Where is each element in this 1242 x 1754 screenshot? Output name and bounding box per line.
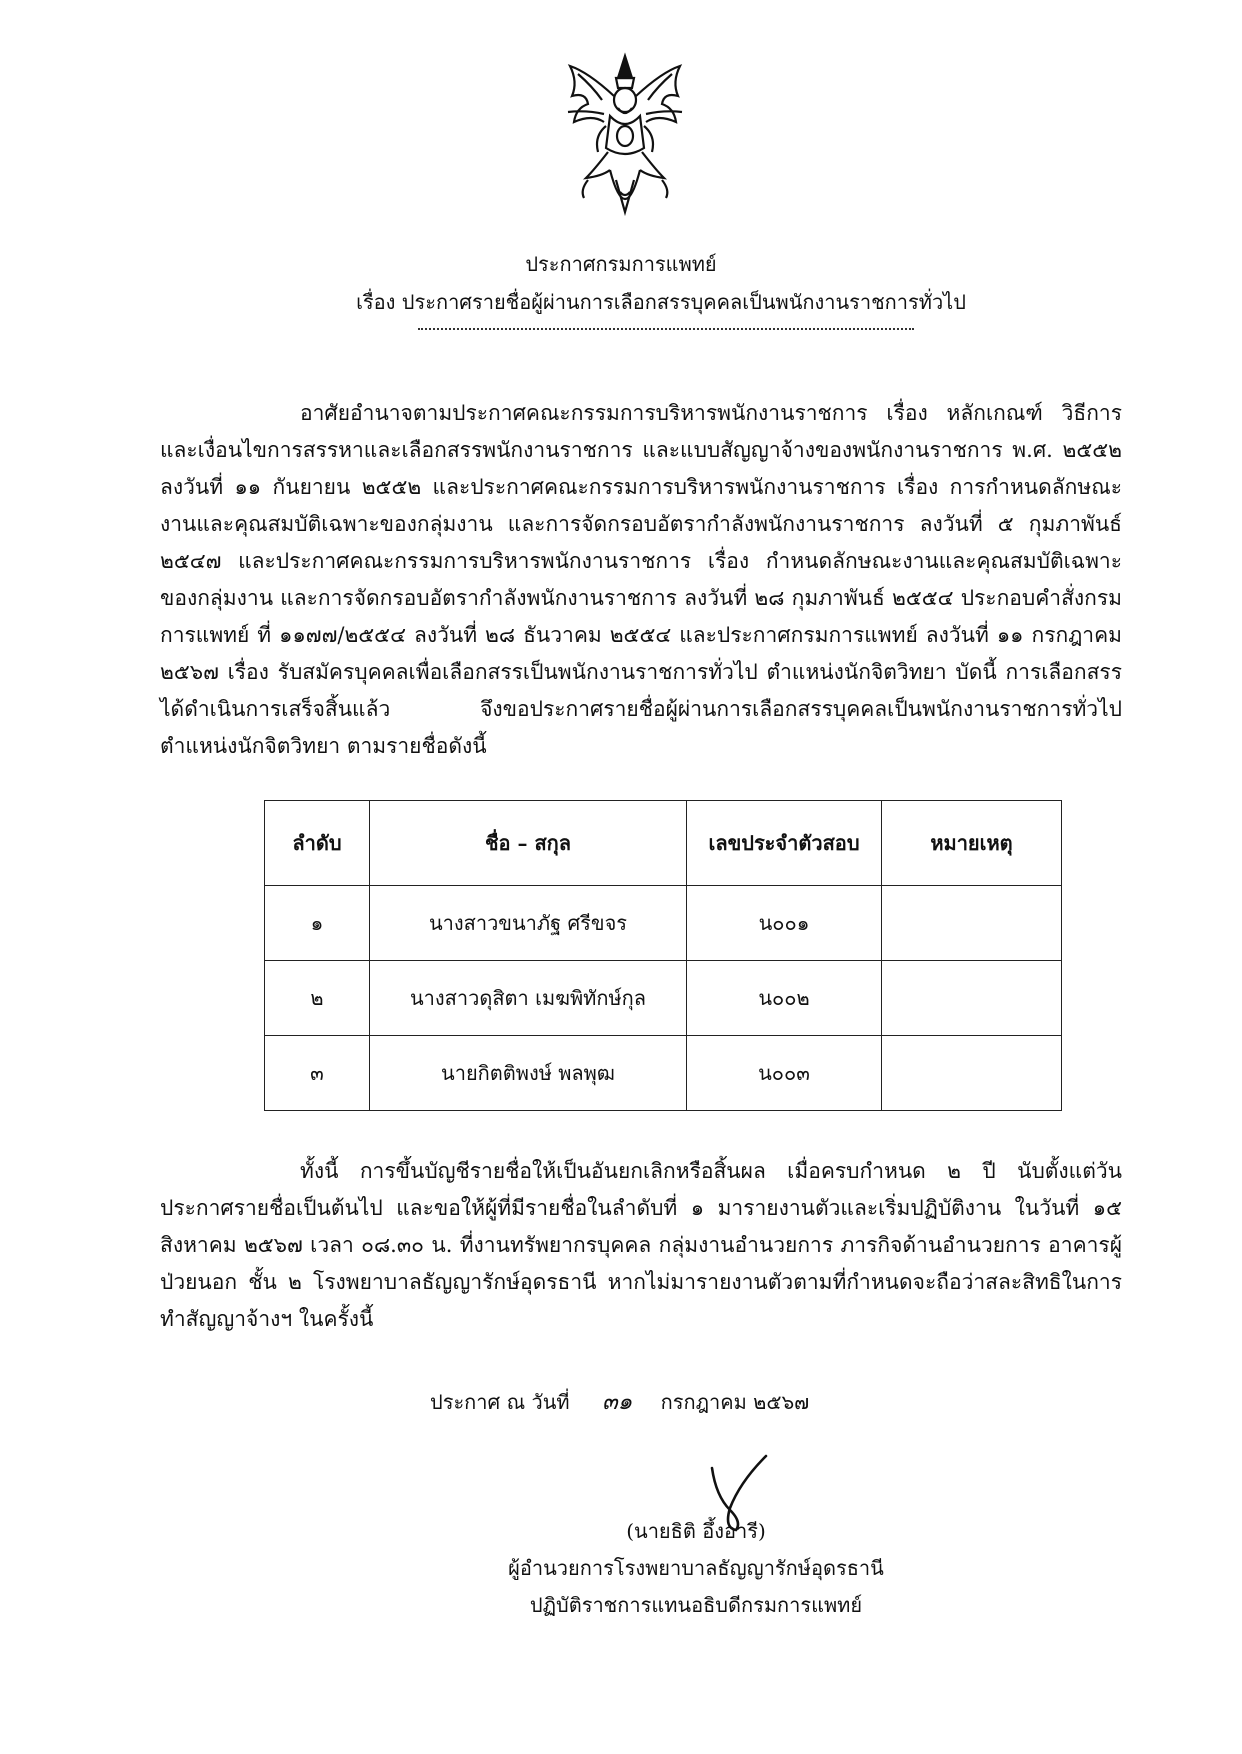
table-row <box>265 886 1062 961</box>
garuda-emblem <box>558 52 692 228</box>
announcement-date <box>430 1384 970 1420</box>
row-exam-id: น๐๐๑ <box>687 886 882 961</box>
row-exam-id: น๐๐๒ <box>687 961 882 1036</box>
signatory-name: (นายธิติ อึ้งอารี) <box>626 1519 766 1543</box>
signatory-position-1: ผู้อำนวยการโรงพยาบาลธัญญารักษ์อุดรธานี <box>508 1556 884 1580</box>
row-name: นางสาวขนาภัฐ ศรีขจร <box>370 886 687 961</box>
row-remark <box>882 886 1062 961</box>
row-order: ๑ <box>265 886 370 961</box>
signatory-position-2: ปฏิบัติราชการแทนอธิบดีกรมการแพทย์ <box>529 1593 863 1617</box>
row-order: ๓ <box>265 1036 370 1111</box>
col-header-exam-id: เลขประจำตัวสอบ <box>687 801 882 886</box>
row-name: นางสาวดุสิตา เมฆพิทักษ์กุล <box>370 961 687 1036</box>
table-header-row <box>265 801 1062 886</box>
row-exam-id: น๐๐๓ <box>687 1036 882 1111</box>
row-order: ๒ <box>265 961 370 1036</box>
document-title: ประกาศกรมการแพทย์ <box>525 252 717 276</box>
col-header-name: ชื่อ – สกุล <box>370 801 687 886</box>
row-remark <box>882 961 1062 1036</box>
col-header-remark: หมายเหตุ <box>882 801 1062 886</box>
row-remark <box>882 1036 1062 1111</box>
header-divider <box>418 328 914 330</box>
table-row <box>265 1036 1062 1111</box>
row-name: นายกิตติพงษ์ พลพุฒ <box>370 1036 687 1111</box>
table-row <box>265 961 1062 1036</box>
announcement-day: ๓๑ <box>601 1389 633 1415</box>
body-paragraph-1: อาศัยอำนาจตามประกาศคณะกรรมการบริหารพนักงานราชการ เรื่อง หลักเกณฑ์ วิธีการ และเงื่อนไขการสรรหาและเลือกสรรพนักงานราชการ และแบบสัญญาจ้างของพนักงานราชการ พ.ศ. ๒๕๕๒ ลงวันที่ ๑๑ กันยายน ๒๕๕๒ และประกาศคณะกรรมการบริหารพนักงานราชการ เรื่อง การกำหนดลักษณะงานและคุณสมบัติเฉพาะของกลุ่มงาน และการจัดกรอบอัตรากำลังพนักงานราชการ ลงวันที่ ๕ กุมภาพันธ์ ๒๕๔๗ และประกาศคณะกรรมการบริหารพนักงานราชการ เรื่อง กำหนดลักษณะงานและคุณสมบัติเฉพาะของกลุ่มงาน และการจัดกรอบอัตรากำลังพนักงานราชการ ลงวันที่ ๒๘ กุมภาพันธ์ ๒๕๕๔ ประกอบคำสั่งกรมการแพทย์ ที่ ๑๑๗๗/๒๕๕๔ ลงวันที่ ๒๘ ธันวาคม ๒๕๕๔ และประกาศกรมการแพทย์ ลงวันที่ ๑๑ กรกฎาคม ๒๕๖๗ เรื่อง รับสมัครบุคคลเพื่อเลือกสรรเป็นพนักงานราชการทั่วไป ตำแหน่งนักจิตวิทยา บัดนี้ การเลือกสรรได้ดำเนินการเสร็จสิ้นแล้ว จึงขอประกาศรายชื่อผู้ผ่านการเลือกสรรบุคคลเป็นพนักงานราชการทั่วไป ตำแหน่งนักจิตวิทยา ตามรายชื่อดังนี้ <box>160 401 1122 758</box>
candidate-table <box>264 800 1062 1111</box>
document-subject: เรื่อง ประกาศรายชื่อผู้ผ่านการเลือกสรรบุคคลเป็นพนักงานราชการทั่วไป <box>356 290 966 314</box>
announcement-prefix: ประกาศ ณ วันที่ <box>430 1390 570 1414</box>
col-header-order: ลำดับ <box>265 801 370 886</box>
body-paragraph-2: ทั้งนี้ การขึ้นบัญชีรายชื่อให้เป็นอันยกเลิกหรือสิ้นผล เมื่อครบกำหนด ๒ ปี นับตั้งแต่วันประกาศรายชื่อเป็นต้นไป และขอให้ผู้ที่มีรายชื่อในลำดับที่ ๑ มารายงานตัวและเริ่มปฏิบัติงาน ในวันที่ ๑๕ สิงหาคม ๒๕๖๗ เวลา ๐๘.๓๐ น. ที่งานทรัพยากรบุคคล กลุ่มงานอำนวยการ ภารกิจด้านอำนวยการ อาคารผู้ป่วยนอก ชั้น ๒ โรงพยาบาลธัญญารักษ์อุดรธานี หากไม่มารายงานตัวตามที่กำหนดจะถือว่าสละสิทธิในการทำสัญญาจ้างฯ ในครั้งนี้ <box>160 1159 1122 1331</box>
announcement-month-year: กรกฎาคม ๒๕๖๗ <box>660 1390 810 1414</box>
